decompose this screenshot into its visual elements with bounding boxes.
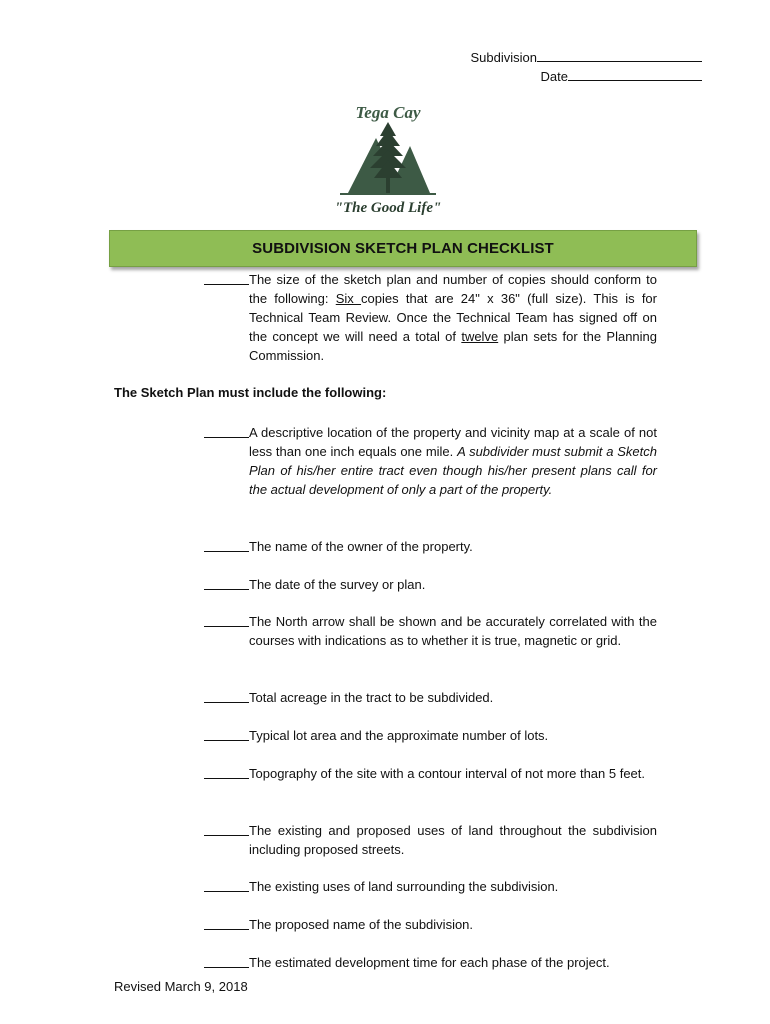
item-text: Total acreage in the tract to be subdivided. — [249, 690, 494, 705]
checkbox-blank-line[interactable] — [204, 726, 249, 741]
date-label: Date — [540, 69, 568, 84]
checklist-item — [204, 953, 657, 972]
item-text: Typical lot area and the approximate number of lots. — [249, 728, 549, 743]
checklist-item — [204, 688, 657, 707]
checklist-item — [204, 877, 657, 896]
item-text: Topography of the site with a contour interval of not more than 5 feet. — [249, 766, 646, 781]
checklist-item-intro — [204, 270, 657, 365]
checklist-item — [204, 915, 657, 934]
logo-bottom-text: "The Good Life" — [334, 200, 442, 216]
checklist-title-banner — [109, 230, 697, 267]
checklist-item — [204, 612, 657, 650]
item-text: A descriptive location of the property and vicinity map at a scale of not less than one inch equals one mile. A subdivider must submit a Sketch Plan of his/her entire tract even though his/her present plans call for the actual development of only a part of the property. — [249, 425, 658, 497]
item-text: The estimated development time for each phase of the project. — [249, 955, 610, 970]
checkbox-blank-line[interactable] — [204, 764, 249, 779]
item-text: The proposed name of the subdivision. — [249, 917, 474, 932]
subdivision-label: Subdivision — [470, 50, 537, 65]
revised-date: Revised March 9, 2018 — [114, 979, 248, 994]
checkbox-blank-line[interactable] — [204, 612, 249, 627]
item-text: The North arrow shall be shown and be accurately correlated with the courses with indications as to whether it is true, magnetic or grid. — [249, 614, 657, 648]
checklist-item — [204, 575, 657, 594]
checklist-item — [204, 764, 657, 783]
checklist-item — [204, 821, 657, 859]
checklist-title: SUBDIVISION SKETCH PLAN CHECKLIST — [252, 240, 554, 257]
checkbox-blank-line[interactable] — [204, 575, 249, 590]
checkbox-blank-line[interactable] — [204, 423, 249, 438]
date-blank-line[interactable] — [568, 67, 702, 81]
item-text: The existing and proposed uses of land throughout the subdivision including proposed streets. — [249, 823, 657, 857]
checkbox-blank-line[interactable] — [204, 877, 249, 892]
checkbox-blank-line[interactable] — [204, 915, 249, 930]
checklist-item — [204, 537, 657, 556]
date-field[interactable] — [541, 67, 702, 86]
checklist-item — [204, 423, 657, 499]
checkbox-blank-line[interactable] — [204, 537, 249, 552]
item-text: The existing uses of land surrounding the subdivision. — [249, 879, 559, 894]
item-text: The date of the survey or plan. — [249, 577, 426, 592]
checkbox-blank-line[interactable] — [204, 688, 249, 703]
item-text: The name of the owner of the property. — [249, 539, 473, 554]
checkbox-blank-line[interactable] — [204, 270, 249, 285]
checkbox-blank-line[interactable] — [204, 821, 249, 836]
section-heading: The Sketch Plan must include the following: — [114, 385, 387, 400]
checklist-item — [204, 726, 657, 745]
tega-cay-logo — [318, 98, 458, 218]
logo-top-text: Tega Cay — [355, 103, 421, 122]
subdivision-blank-line[interactable] — [537, 48, 702, 62]
subdivision-field[interactable] — [471, 48, 703, 67]
checkbox-blank-line[interactable] — [204, 953, 249, 968]
item-text: The size of the sketch plan and number of copies should conform to the following: Six copies that are 24" x 36" (full size). This is for Technical Team Review. Once the Technical Team has signed off on the concept we will need a total of twelve plan sets for the Planning Commission. — [249, 272, 657, 363]
